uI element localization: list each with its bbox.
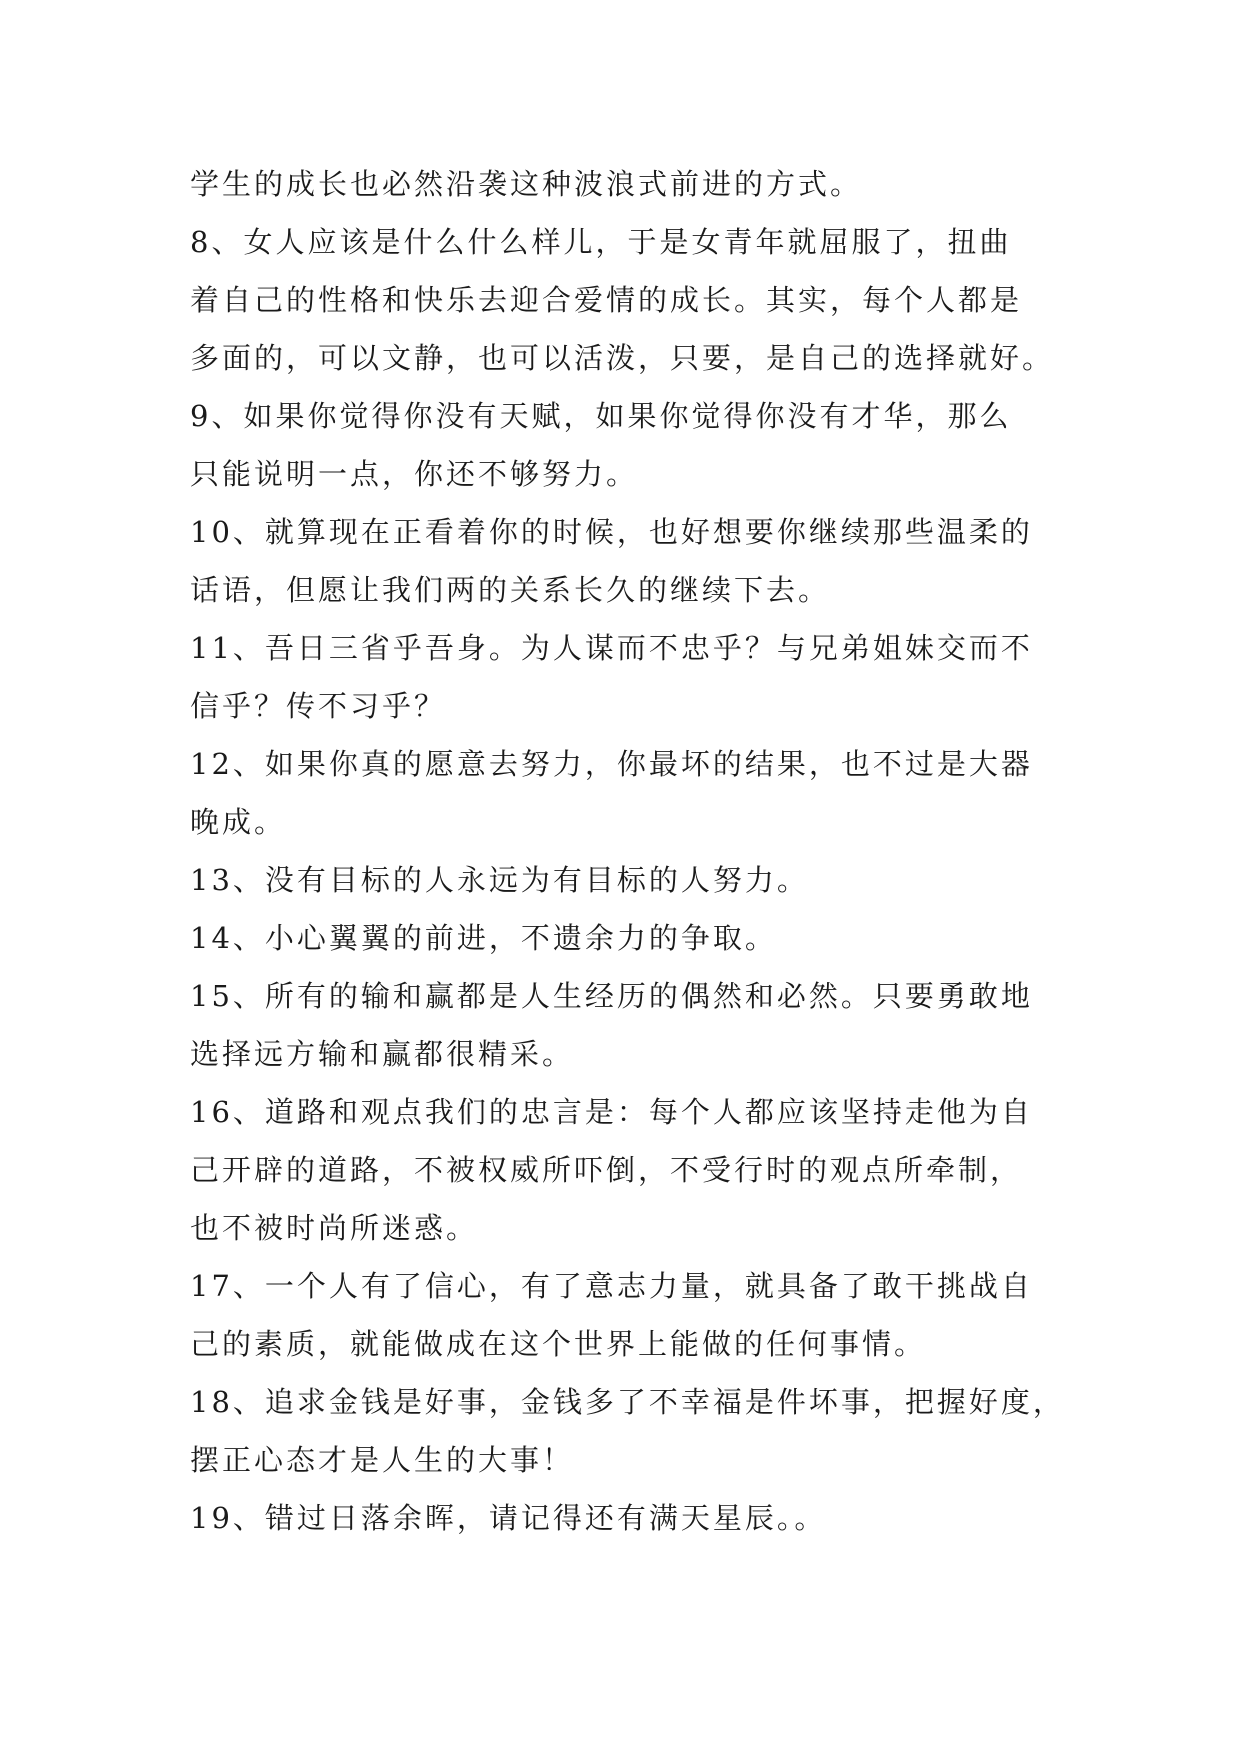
text-line: 也不被时尚所迷惑。	[190, 1211, 479, 1245]
text-line: 摆正心态才是人生的大事！	[190, 1443, 575, 1477]
text-line: 19、错过日落余晖，请记得还有满天星辰。。	[190, 1501, 827, 1535]
text-line: 信乎？传不习乎？	[190, 689, 447, 723]
text-line: 13、没有目标的人永远为有目标的人努力。	[190, 863, 809, 897]
text-line: 17、一个人有了信心，有了意志力量，就具备了敢干挑战自	[190, 1269, 1033, 1303]
text-line: 多面的，可以文静，也可以活泼，只要，是自己的选择就好。	[190, 341, 1055, 375]
text-line: 己的素质，就能做成在这个世界上能做的任何事情。	[190, 1327, 927, 1361]
text-line: 11、吾日三省乎吾身。为人谋而不忠乎？与兄弟姐妹交而不	[190, 631, 1033, 665]
text-line: 16、道路和观点我们的忠言是：每个人都应该坚持走他为自	[190, 1095, 1033, 1129]
text-line: 8、女人应该是什么什么样儿，于是女青年就屈服了，扭曲	[190, 225, 1012, 259]
text-line: 10、就算现在正看着你的时候，也好想要你继续那些温柔的	[190, 515, 1033, 549]
document-body	[190, 155, 1070, 1547]
text-line: 晚成。	[190, 805, 287, 839]
text-line: 12、如果你真的愿意去努力，你最坏的结果，也不过是大器	[190, 747, 1033, 781]
text-line: 14、小心翼翼的前进，不遗余力的争取。	[190, 921, 777, 955]
text-line: 话语，但愿让我们两的关系长久的继续下去。	[190, 573, 831, 607]
text-line: 选择远方输和赢都很精采。	[190, 1037, 575, 1071]
text-line: 18、追求金钱是好事，金钱多了不幸福是件坏事，把握好度，	[190, 1385, 1065, 1419]
text-line: 15、所有的输和赢都是人生经历的偶然和必然。只要勇敢地	[190, 979, 1033, 1013]
text-line: 只能说明一点，你还不够努力。	[190, 457, 639, 491]
text-line: 着自己的性格和快乐去迎合爱情的成长。其实，每个人都是	[190, 283, 1023, 317]
text-line: 9、如果你觉得你没有天赋，如果你觉得你没有才华，那么	[190, 399, 1012, 433]
text-line: 己开辟的道路，不被权威所吓倒，不受行时的观点所牵制，	[190, 1153, 1023, 1187]
text-line: 学生的成长也必然沿袭这种波浪式前进的方式。	[190, 167, 863, 201]
